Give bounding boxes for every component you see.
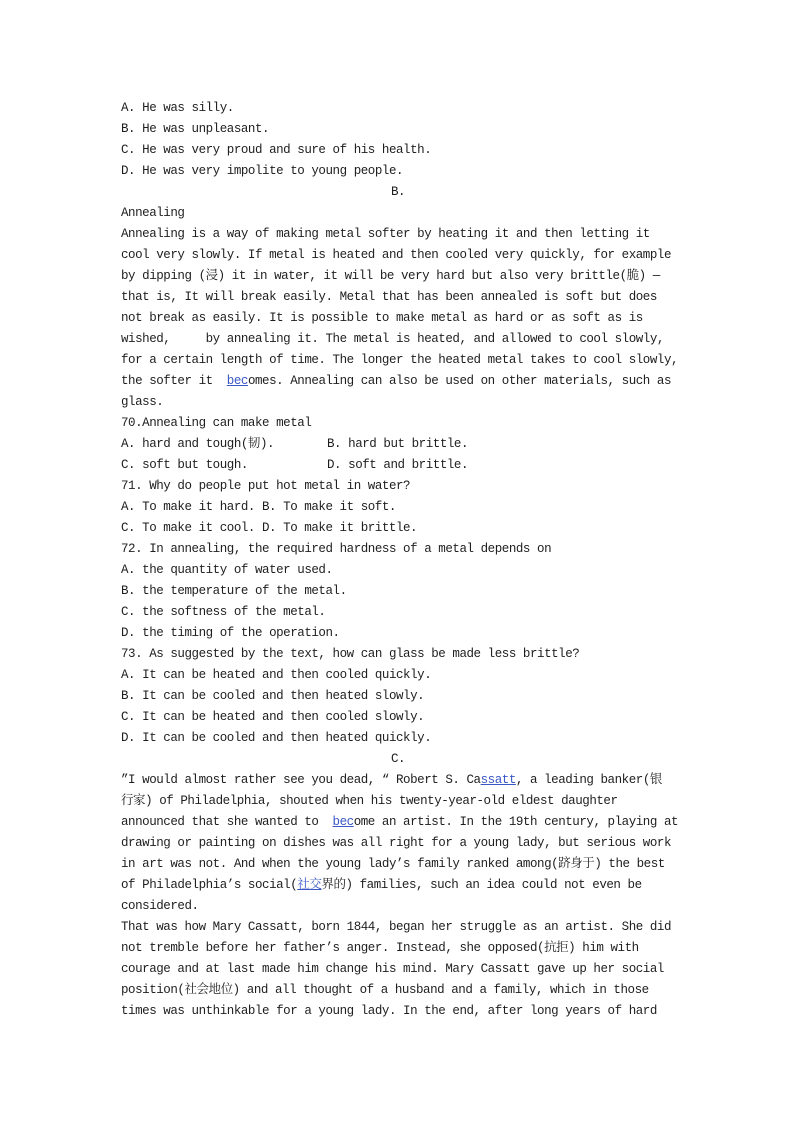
option-row <box>0 434 800 455</box>
text-line: That was how Mary Cassatt, born 1844, began her struggle as an artist. She did <box>121 920 671 934</box>
section-label: B. <box>390 185 406 199</box>
option-c: C. It can be heated and then cooled slowly. <box>121 710 425 724</box>
passage-title: Annealing <box>121 206 185 220</box>
option-b: B. It can be cooled and then heated slowly. <box>121 689 425 703</box>
question-stem: 70.Annealing can make metal <box>121 416 312 430</box>
option-b: B. hard but brittle. <box>327 437 469 451</box>
option-row <box>0 518 800 539</box>
inline-hyperlink[interactable]: 社交 <box>297 878 322 892</box>
question-stem: 71. Why do people put hot metal in water? <box>121 479 411 493</box>
text-line: wished, by annealing it. The metal is heated, and allowed to cool slowly, <box>121 332 664 346</box>
text-segment: announced that she wanted to <box>121 815 333 829</box>
passage-c <box>0 749 800 1022</box>
option-b: B. He was unpleasant. <box>121 122 270 136</box>
text-line: times was unthinkable for a young lady. In the end, after long years of hard <box>121 1004 657 1018</box>
text-segment: ”I would almost rather see you dead, “ Robert S. Ca <box>121 773 481 787</box>
text-line <box>0 371 800 392</box>
option-d: D. the timing of the operation. <box>121 626 340 640</box>
text-line: not tremble before her father’s anger. Instead, she opposed(抗拒) him with <box>121 941 639 955</box>
question-72 <box>0 539 800 644</box>
text-line: by dipping (浸) it in water, it will be very hard but also very brittle(脆) — <box>121 269 660 283</box>
inline-hyperlink[interactable]: ssatt <box>480 773 516 787</box>
text-line <box>0 875 800 896</box>
option-c: C. To make it cool. <box>121 521 255 535</box>
text-line: glass. <box>121 395 164 409</box>
text-segment: the softer it <box>121 374 227 388</box>
text-line: that is, It will break easily. Metal that has been annealed is soft but does <box>121 290 657 304</box>
text-line: in art was not. And when the young lady’s family ranked among(跻身于) the best <box>121 857 665 871</box>
option-row <box>0 455 800 476</box>
option-b: B. the temperature of the metal. <box>121 584 347 598</box>
text-line: Annealing is a way of making metal softer by heating it and then letting it <box>121 227 650 241</box>
option-d: D. soft and brittle. <box>327 458 469 472</box>
option-row <box>0 497 800 518</box>
option-a: A. hard and tough(韧). <box>121 437 275 451</box>
document-page <box>0 98 800 1022</box>
paragraph <box>0 770 800 917</box>
option-d: D. It can be cooled and then heated quickly. <box>121 731 432 745</box>
text-line: cool very slowly. If metal is heated and then cooled very quickly, for example <box>121 248 671 262</box>
text-segment: , a leading banker(银 <box>515 773 662 787</box>
text-line: not break as easily. It is possible to make metal as hard or as soft as is <box>121 311 643 325</box>
paragraph <box>0 917 800 1022</box>
text-segment: omes. Annealing can also be used on other materials, such as <box>247 374 672 388</box>
option-c: C. He was very proud and sure of his health. <box>121 143 432 157</box>
question-stem: 72. In annealing, the required hardness of a metal depends on <box>121 542 552 556</box>
text-line: courage and at last made him change his mind. Mary Cassatt gave up her social <box>121 962 664 976</box>
option-c: C. the softness of the metal. <box>121 605 326 619</box>
option-c: C. soft but tough. <box>121 458 248 472</box>
previous-question-options <box>0 98 800 182</box>
text-line: 行家) of Philadelphia, shouted when his twenty-year-old eldest daughter <box>121 794 618 808</box>
text-segment: ome an artist. In the 19th century, playing at <box>353 815 679 829</box>
text-line: considered. <box>121 899 199 913</box>
text-line: for a certain length of time. The longer the heated metal takes to cool slowly, <box>121 353 679 367</box>
text-segment: of Philadelphia’s social( <box>121 878 298 892</box>
question-70 <box>0 413 800 476</box>
passage-b <box>0 182 800 413</box>
option-a: A. He was silly. <box>121 101 234 115</box>
inline-hyperlink[interactable]: bec <box>332 815 354 829</box>
question-71 <box>0 476 800 539</box>
option-a: A. the quantity of water used. <box>121 563 333 577</box>
option-a: A. To make it hard. <box>121 500 255 514</box>
option-b: B. To make it soft. <box>261 500 396 514</box>
text-line <box>0 770 800 791</box>
text-line: drawing or painting on dishes was all right for a young lady, but serious work <box>121 836 671 850</box>
option-a: A. It can be heated and then cooled quickly. <box>121 668 432 682</box>
text-line <box>0 812 800 833</box>
inline-hyperlink[interactable]: bec <box>226 374 248 388</box>
question-stem: 73. As suggested by the text, how can glass be made less brittle? <box>121 647 580 661</box>
option-d: D. He was very impolite to young people. <box>121 164 404 178</box>
text-segment: 界的) families, such an idea could not even be <box>321 878 642 892</box>
question-73 <box>0 644 800 749</box>
option-d: D. To make it brittle. <box>261 521 418 535</box>
text-line: position(社会地位) and all thought of a husband and a family, which in those <box>121 983 649 997</box>
section-label: C. <box>390 752 406 766</box>
